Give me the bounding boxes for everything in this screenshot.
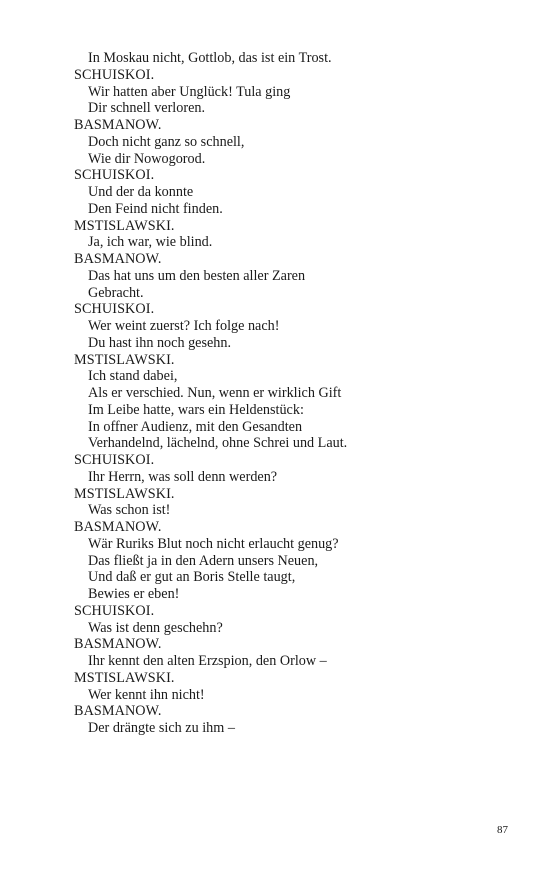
play-text — [74, 50, 514, 737]
speaker-name: BASMANOW. — [74, 636, 162, 653]
verse-line: Ihr Herrn, was soll denn werden? — [88, 468, 278, 485]
verse-line: Und daß er gut an Boris Stelle taugt, — [88, 569, 296, 586]
page-number: 87 — [497, 824, 508, 836]
verse-line: Den Feind nicht finden. — [88, 200, 223, 217]
speaker-name: BASMANOW. — [74, 117, 162, 133]
speaker-name: SCHUISKOI. — [74, 167, 155, 184]
verse-line: Wie dir Nowogorod. — [88, 150, 206, 167]
verse-line: Ja, ich war, wie blind. — [88, 234, 213, 251]
speaker-name: SCHUISKOI. — [74, 452, 155, 468]
verse-line: Was schon ist! — [88, 502, 171, 519]
verse-line: Du hast ihn noch gesehn. — [88, 334, 232, 351]
verse-line: Bewies er eben! — [88, 586, 180, 602]
speaker-name: BASMANOW. — [74, 519, 162, 535]
verse-line: Wer kennt ihn nicht! — [88, 686, 205, 703]
verse-line: Im Leibe hatte, wars ein Heldenstück: — [88, 401, 304, 418]
speaker-name: BASMANOW. — [74, 251, 162, 267]
speaker-name: BASMANOW. — [74, 703, 162, 720]
speaker-name: MSTISLAWSKI. — [74, 217, 175, 234]
verse-line: Das hat uns um den besten aller Zaren — [88, 267, 306, 284]
speaker-name: SCHUISKOI. — [74, 301, 155, 318]
speaker-name: SCHUISKOI. — [74, 602, 155, 619]
verse-line: Doch nicht ganz so schnell, — [88, 133, 245, 150]
verse-line: Als er verschied. Nun, wenn er wirklich Gift — [88, 385, 342, 401]
verse-line: Der drängte sich zu ihm – — [88, 720, 235, 736]
speaker-name: MSTISLAWSKI. — [74, 485, 175, 502]
verse-line: Das fließt ja in den Adern unsers Neuen, — [88, 552, 319, 569]
verse-line: Wir hatten aber Unglück! Tula ging — [88, 83, 291, 100]
speaker-name: MSTISLAWSKI. — [74, 351, 175, 368]
verse-line: Ihr kennt den alten Erzspion, den Orlow – — [88, 653, 327, 669]
verse-line: Ich stand dabei, — [88, 368, 178, 385]
verse-line: In offner Audienz, mit den Gesandten — [88, 418, 303, 435]
verse-line: In Moskau nicht, Gottlob, das ist ein Trost. — [88, 50, 332, 66]
verse-line: Verhandelnd, lächelnd, ohne Schrei und Laut. — [88, 435, 348, 452]
speaker-name: SCHUISKOI. — [74, 66, 155, 83]
verse-line: Wär Ruriks Blut noch nicht erlaucht genug? — [88, 535, 339, 552]
verse-line: Dir schnell verloren. — [88, 100, 206, 117]
verse-line: Und der da konnte — [88, 184, 194, 200]
verse-line: Gebracht. — [88, 284, 144, 301]
speaker-name: MSTISLAWSKI. — [74, 669, 175, 686]
verse-line: Was ist denn geschehn? — [88, 619, 223, 636]
verse-line: Wer weint zuerst? Ich folge nach! — [88, 318, 280, 334]
